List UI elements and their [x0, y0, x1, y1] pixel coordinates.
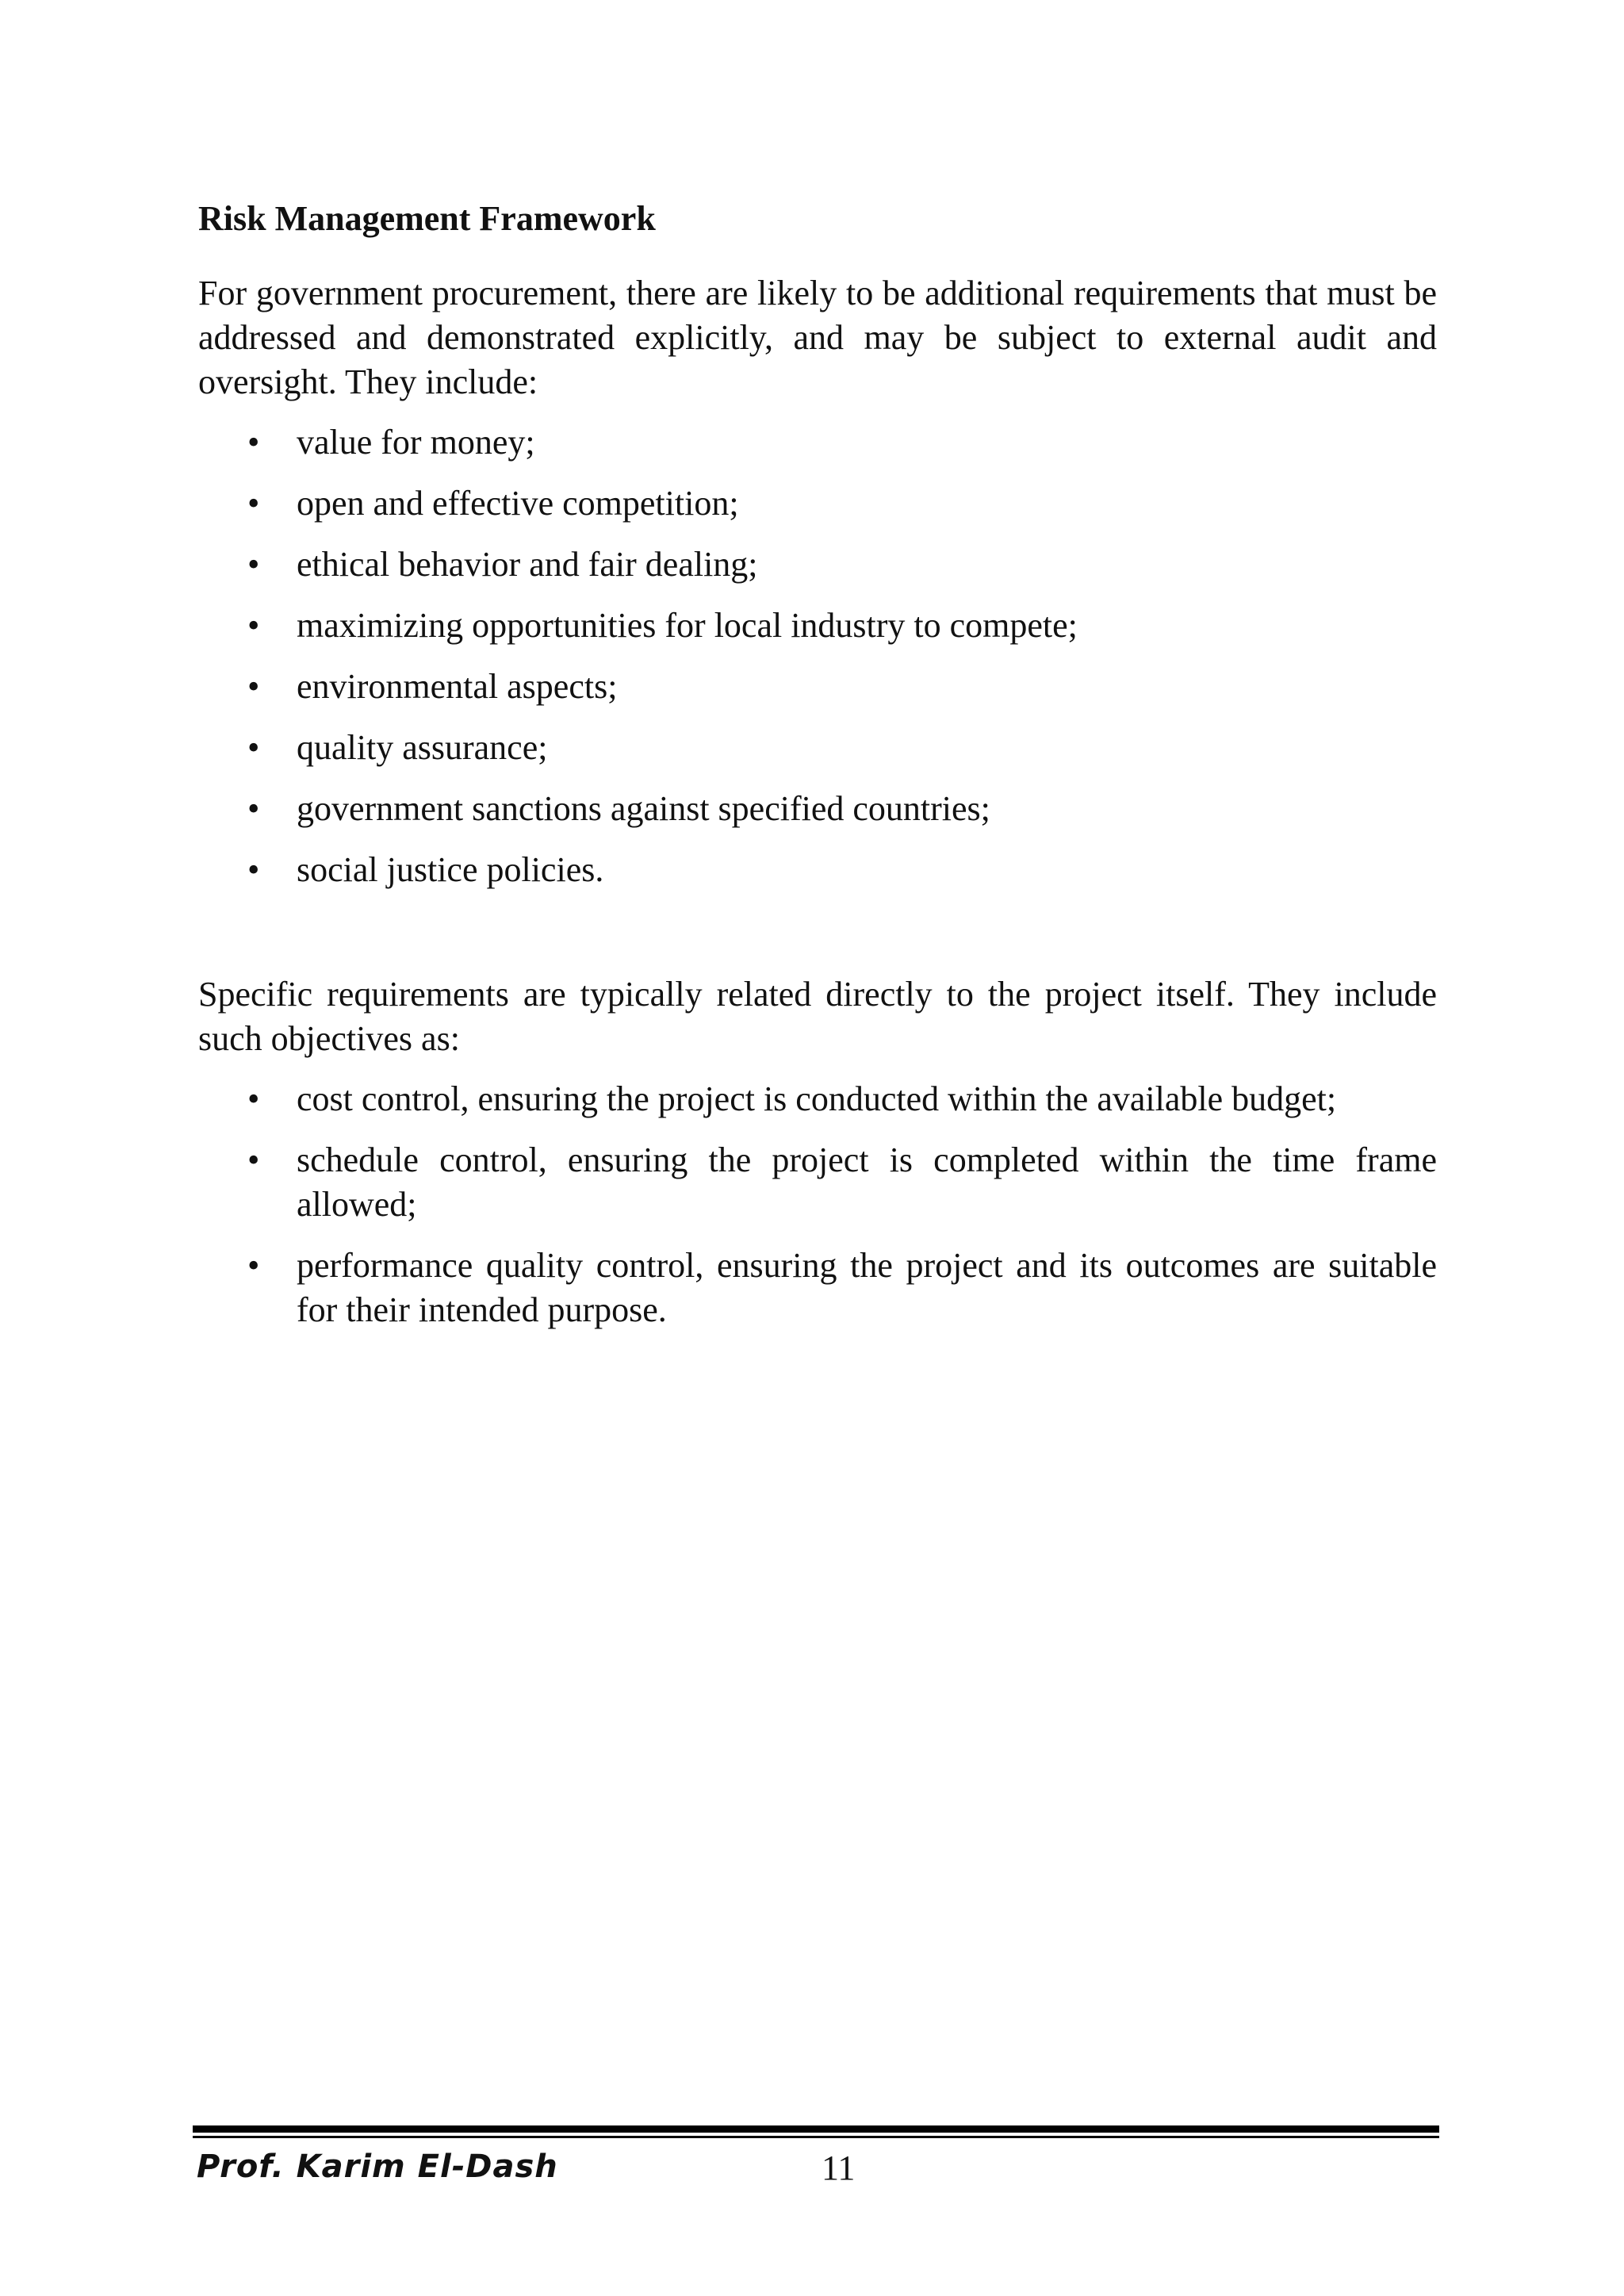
bullet-icon: •	[247, 484, 260, 523]
intro-paragraph: For government procurement, there are likely to be additional requirements that must be addressed and demonstrated explicitly, and may be subject to external audit and oversight. They include:	[198, 274, 1437, 401]
list-item	[198, 481, 1437, 526]
section-heading: Risk Management Framework	[198, 199, 656, 238]
list-item-text: ethical behavior and fair dealing;	[297, 545, 758, 584]
bullet-icon: •	[247, 1079, 260, 1118]
specific-paragraph: Specific requirements are typically related directly to the project itself. They include such objectives as:	[198, 975, 1437, 1058]
bullet-icon: •	[247, 728, 260, 767]
section-spacer	[198, 909, 1437, 972]
general-requirements-list	[198, 420, 1437, 892]
footer-divider-thin	[193, 2136, 1439, 2138]
page-content	[198, 197, 1437, 1349]
footer-author: Prof. Karim El-Dash	[197, 2148, 558, 2185]
bullet-icon: •	[247, 606, 260, 645]
bullet-icon: •	[247, 850, 260, 889]
list-item-text: cost control, ensuring the project is conducted within the available budget;	[297, 1079, 1337, 1118]
footer-divider-thick	[193, 2125, 1439, 2133]
list-item-text: open and effective competition;	[297, 484, 739, 523]
list-item	[198, 1077, 1437, 1121]
list-item	[198, 542, 1437, 587]
list-item	[198, 665, 1437, 709]
bullet-icon: •	[247, 667, 260, 706]
page-number: 11	[822, 2148, 856, 2187]
bullet-icon: •	[247, 545, 260, 584]
specific-requirements-list	[198, 1077, 1437, 1332]
bullet-icon: •	[247, 1140, 260, 1179]
list-item	[198, 604, 1437, 648]
list-item-text: environmental aspects;	[297, 667, 618, 706]
list-item	[198, 726, 1437, 770]
list-item	[198, 848, 1437, 892]
bullet-icon: •	[247, 1246, 260, 1285]
list-item	[198, 1138, 1437, 1227]
list-item	[198, 1244, 1437, 1332]
list-item-text: value for money;	[297, 423, 535, 462]
bullet-icon: •	[247, 789, 260, 828]
list-item-text: government sanctions against specified countries;	[297, 789, 990, 828]
list-item-text: social justice policies.	[297, 850, 604, 889]
list-item-text: performance quality control, ensuring the project and its outcomes are suitable for their intended purpose.	[297, 1246, 1437, 1329]
list-item-text: schedule control, ensuring the project is completed within the time frame allowed;	[297, 1140, 1437, 1224]
list-item	[198, 420, 1437, 465]
list-item-text: maximizing opportunities for local industry to compete;	[297, 606, 1078, 645]
list-item-text: quality assurance;	[297, 728, 548, 767]
list-item	[198, 787, 1437, 831]
bullet-icon: •	[247, 423, 260, 462]
